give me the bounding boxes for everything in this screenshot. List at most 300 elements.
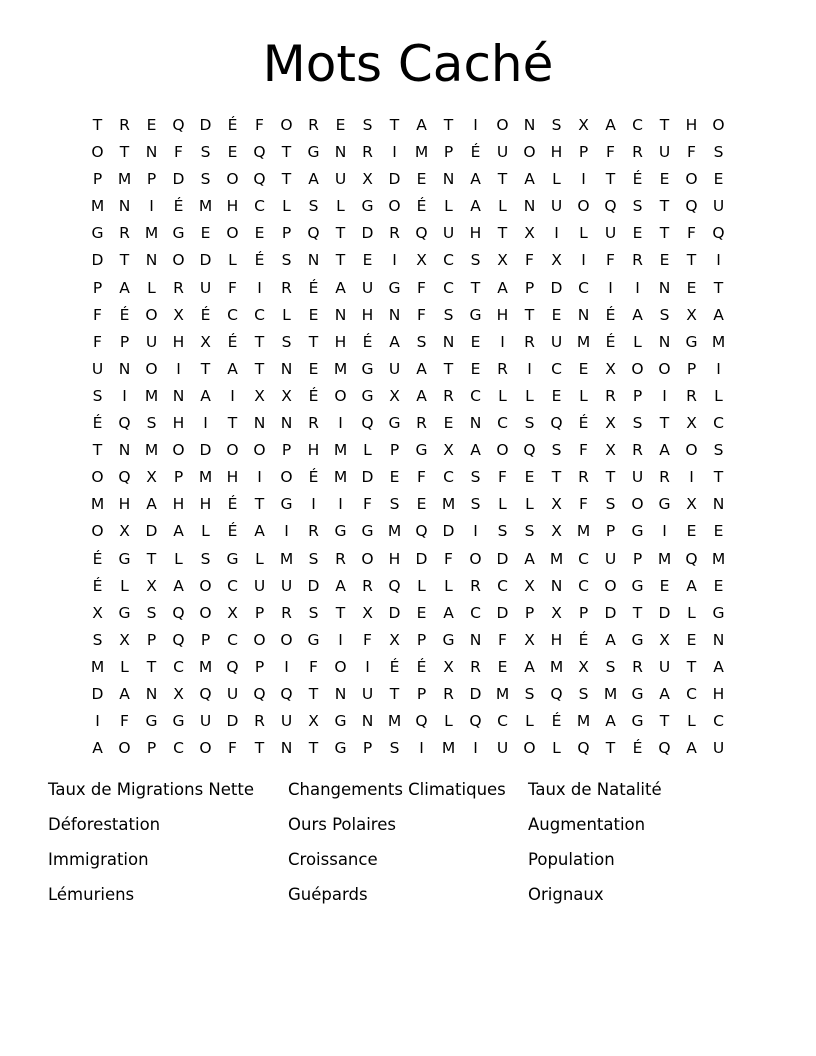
grid-letter: T (335, 224, 346, 243)
grid-letter: O (172, 441, 185, 460)
grid-letter: H (199, 495, 212, 514)
grid-letter: U (712, 197, 725, 216)
grid-letter: S (389, 739, 400, 758)
grid-letter: A (389, 332, 400, 351)
grid-letter: L (633, 332, 642, 351)
grid-letter: T (92, 441, 103, 460)
grid-letter: N (442, 332, 455, 351)
grid-letter: O (280, 630, 293, 649)
grid-letter: O (469, 549, 482, 568)
grid-row (84, 329, 732, 356)
grid-letter: I (419, 739, 424, 758)
grid-letter: O (91, 143, 104, 162)
grid-letter: T (119, 251, 130, 270)
grid-letter: R (578, 468, 589, 487)
grid-letter: T (551, 468, 562, 487)
grid-letter: C (227, 576, 238, 595)
grid-letter: É (92, 549, 103, 568)
grid-letter: N (712, 495, 725, 514)
grid-letter: P (92, 170, 103, 189)
grid-letter: I (473, 739, 478, 758)
grid-letter: G (307, 143, 320, 162)
grid-letter: C (497, 576, 508, 595)
word-list-item: Déforestation (48, 815, 161, 834)
grid-letter: R (362, 576, 373, 595)
grid-letter: L (498, 197, 507, 216)
grid-letter: G (91, 224, 104, 243)
grid-letter: I (122, 386, 127, 405)
grid-letter: F (255, 116, 264, 134)
grid-letter: N (280, 414, 293, 433)
grid-letter: I (500, 332, 505, 351)
grid-letter: D (361, 468, 374, 487)
grid-letter: T (470, 278, 481, 297)
grid-letter: I (365, 657, 370, 676)
grid-letter: R (659, 468, 670, 487)
grid-letter: M (711, 549, 726, 568)
grid-letter: É (632, 170, 643, 189)
grid-letter: Q (550, 414, 563, 433)
grid-letter: X (551, 495, 562, 514)
grid-letter: Q (172, 603, 185, 622)
grid-letter: L (552, 739, 561, 758)
grid-row (84, 410, 732, 437)
grid-letter: H (550, 143, 563, 162)
grid-letter: P (416, 630, 427, 649)
grid-letter: R (335, 549, 346, 568)
grid-letter: X (119, 630, 130, 649)
grid-letter: U (604, 549, 617, 568)
grid-letter: N (172, 386, 185, 405)
grid-letter: S (308, 549, 319, 568)
grid-letter: N (118, 197, 131, 216)
grid-letter: N (523, 197, 536, 216)
grid-letter: G (172, 224, 185, 243)
page-title: Mots Caché (262, 35, 554, 93)
grid-letter: Q (604, 197, 617, 216)
grid-letter: T (281, 143, 292, 162)
grid-letter: T (308, 332, 319, 351)
grid-letter: T (497, 224, 508, 243)
grid-letter: U (604, 224, 617, 243)
grid-letter: U (226, 684, 239, 703)
grid-letter: S (281, 251, 292, 270)
grid-letter: E (497, 657, 508, 676)
grid-letter: L (417, 576, 426, 595)
grid-letter: X (254, 386, 265, 405)
grid-letter: D (91, 251, 104, 270)
grid-letter: A (470, 197, 481, 216)
grid-letter: C (497, 414, 508, 433)
grid-letter: P (416, 684, 427, 703)
grid-letter: X (686, 305, 697, 324)
grid-letter: E (524, 468, 535, 487)
grid-letter: M (198, 197, 213, 216)
grid-letter: L (444, 712, 453, 731)
grid-letter: I (176, 359, 181, 378)
grid-row (84, 139, 732, 166)
grid-letter: D (145, 522, 158, 541)
grid-letter: O (253, 630, 266, 649)
grid-letter: A (119, 684, 130, 703)
grid-letter: L (228, 251, 237, 270)
grid-letter: P (632, 386, 643, 405)
grid-letter: A (605, 712, 616, 731)
grid-letter: U (145, 332, 158, 351)
grid-letter: X (200, 332, 211, 351)
grid-letter: E (416, 495, 427, 514)
grid-letter: D (226, 712, 239, 731)
grid-letter: S (470, 251, 481, 270)
grid-letter: E (686, 630, 697, 649)
grid-letter: T (254, 359, 265, 378)
grid-letter: O (712, 116, 725, 134)
grid-letter: R (308, 116, 319, 134)
grid-row (84, 112, 732, 139)
grid-letter: O (496, 441, 509, 460)
grid-letter: M (387, 712, 402, 731)
grid-letter: S (443, 305, 454, 324)
grid-letter: E (686, 522, 697, 541)
grid-letter: F (120, 712, 129, 731)
grid-letter: O (631, 359, 644, 378)
grid-letter: S (605, 495, 616, 514)
grid-letter: O (388, 197, 401, 216)
grid-letter: C (470, 386, 481, 405)
grid-letter: L (201, 522, 210, 541)
grid-letter: T (146, 657, 157, 676)
grid-letter: R (605, 386, 616, 405)
grid-letter: R (281, 278, 292, 297)
grid-letter: X (443, 441, 454, 460)
grid-letter: N (658, 332, 671, 351)
grid-letter: X (119, 522, 130, 541)
grid-letter: O (496, 116, 509, 134)
grid-letter: Q (280, 684, 293, 703)
grid-letter: L (120, 576, 129, 595)
grid-letter: M (333, 441, 348, 460)
grid-letter: D (361, 224, 374, 243)
grid-letter: F (606, 251, 615, 270)
grid-letter: L (444, 576, 453, 595)
grid-letter: H (388, 549, 401, 568)
word-list-item: Population (528, 850, 615, 869)
grid-letter: H (685, 116, 698, 134)
grid-letter: F (687, 224, 696, 243)
grid-letter: C (686, 684, 697, 703)
grid-letter: A (524, 549, 535, 568)
grid-letter: C (470, 603, 481, 622)
grid-letter: A (416, 359, 427, 378)
grid-letter: M (90, 197, 105, 216)
grid-letter: O (523, 739, 536, 758)
grid-letter: S (497, 522, 508, 541)
grid-letter: G (631, 712, 644, 731)
grid-letter: O (523, 143, 536, 162)
grid-letter: L (579, 224, 588, 243)
grid-letter: R (686, 386, 697, 405)
grid-letter: P (632, 549, 643, 568)
grid-letter: I (338, 630, 343, 649)
grid-letter: T (254, 739, 265, 758)
grid-letter: N (118, 441, 131, 460)
grid-letter: O (226, 224, 239, 243)
grid-letter: H (496, 305, 509, 324)
grid-letter: P (362, 739, 373, 758)
grid-letter: U (442, 224, 455, 243)
grid-letter: M (576, 522, 591, 541)
grid-letter: A (605, 630, 616, 649)
grid-letter: T (443, 359, 454, 378)
grid-letter: N (307, 251, 320, 270)
grid-letter: T (335, 603, 346, 622)
grid-letter: L (687, 603, 696, 622)
grid-letter: H (307, 441, 320, 460)
grid-letter: O (658, 359, 671, 378)
grid-letter: X (497, 251, 508, 270)
grid-letter: L (552, 170, 561, 189)
grid-letter: O (334, 657, 347, 676)
grid-letter: T (659, 224, 670, 243)
grid-letter: N (145, 684, 158, 703)
grid-letter: Q (118, 414, 131, 433)
grid-letter: E (254, 224, 265, 243)
grid-letter: G (631, 522, 644, 541)
grid-letter: L (174, 549, 183, 568)
grid-letter: Q (415, 224, 428, 243)
grid-letter: L (282, 305, 291, 324)
grid-letter: N (577, 305, 590, 324)
grid-letter: G (361, 522, 374, 541)
grid-letter: T (227, 414, 238, 433)
grid-letter: R (470, 576, 481, 595)
grid-letter: X (443, 657, 454, 676)
grid-letter: D (199, 441, 212, 460)
grid-letter: C (551, 359, 562, 378)
grid-letter: X (92, 603, 103, 622)
grid-letter: É (578, 414, 589, 433)
grid-letter: D (388, 170, 401, 189)
grid-letter: É (308, 468, 319, 487)
grid-letter: M (576, 332, 591, 351)
grid-letter: S (524, 522, 535, 541)
grid-letter: U (280, 712, 293, 731)
grid-letter: G (631, 684, 644, 703)
grid-letter: A (686, 576, 697, 595)
grid-letter: T (308, 739, 319, 758)
grid-letter: I (662, 522, 667, 541)
word-list-item: Ours Polaires (288, 815, 396, 834)
grid-letter: X (578, 116, 589, 134)
grid-letter: U (361, 684, 374, 703)
grid-letter: S (578, 684, 589, 703)
grid-letter: M (441, 495, 456, 514)
grid-letter: E (551, 305, 562, 324)
grid-letter: D (496, 603, 509, 622)
grid-letter: É (632, 739, 643, 758)
grid-letter: G (631, 630, 644, 649)
grid-letter: T (605, 170, 616, 189)
grid-letter: I (230, 386, 235, 405)
grid-letter: R (443, 684, 454, 703)
grid-letter: E (335, 116, 346, 134)
grid-letter: X (227, 603, 238, 622)
grid-letter: D (496, 549, 509, 568)
grid-letter: T (659, 116, 670, 134)
grid-letter: U (658, 143, 671, 162)
grid-letter: T (389, 116, 400, 134)
grid-letter: E (659, 576, 670, 595)
grid-letter: S (416, 332, 427, 351)
grid-letter: Q (415, 522, 428, 541)
grid-letter: S (659, 305, 670, 324)
grid-letter: X (146, 576, 157, 595)
grid-row (84, 491, 732, 518)
grid-letter: T (659, 414, 670, 433)
grid-letter: R (173, 278, 184, 297)
grid-letter: É (605, 332, 616, 351)
grid-letter: E (389, 468, 400, 487)
grid-letter: U (199, 278, 212, 297)
grid-letter: Q (307, 224, 320, 243)
grid-letter: A (416, 386, 427, 405)
grid-letter: S (200, 549, 211, 568)
grid-letter: R (362, 143, 373, 162)
grid-letter: S (200, 170, 211, 189)
grid-letter: É (92, 576, 103, 595)
grid-letter: I (554, 224, 559, 243)
grid-letter: I (95, 712, 100, 731)
grid-letter: L (282, 197, 291, 216)
grid-letter: G (388, 414, 401, 433)
grid-letter: T (92, 116, 103, 134)
grid-letter: G (442, 630, 455, 649)
grid-letter: U (199, 712, 212, 731)
grid-letter: Q (577, 739, 590, 758)
grid-letter: M (441, 739, 456, 758)
grid-row (84, 546, 732, 573)
grid-letter: G (145, 712, 158, 731)
grid-letter: H (550, 630, 563, 649)
grid-letter: T (200, 359, 211, 378)
grid-letter: F (525, 251, 534, 270)
grid-letter: F (363, 495, 372, 514)
grid-letter: É (173, 197, 184, 216)
grid-letter: M (279, 549, 294, 568)
grid-letter: T (713, 468, 724, 487)
grid-letter: D (388, 603, 401, 622)
grid-row (84, 573, 732, 600)
grid-letter: S (713, 143, 724, 162)
word-list-item: Immigration (48, 850, 149, 869)
grid-letter: U (712, 739, 725, 758)
grid-letter: S (92, 386, 103, 405)
grid-letter: C (254, 305, 265, 324)
grid-letter: I (149, 197, 154, 216)
grid-letter: A (605, 116, 616, 134)
grid-letter: É (227, 495, 238, 514)
grid-letter: S (308, 197, 319, 216)
grid-letter: H (334, 332, 347, 351)
grid-letter: I (716, 251, 721, 270)
grid-letter: X (362, 603, 373, 622)
grid-row (84, 464, 732, 491)
grid-letter: R (632, 441, 643, 460)
grid-letter: M (144, 386, 159, 405)
grid-letter: C (227, 305, 238, 324)
grid-letter: N (388, 305, 401, 324)
grid-letter: I (662, 386, 667, 405)
grid-letter: E (362, 251, 373, 270)
grid-letter: G (631, 576, 644, 595)
grid-letter: T (659, 712, 670, 731)
grid-letter: E (308, 359, 319, 378)
grid-letter: É (362, 332, 373, 351)
grid-letter: É (308, 278, 319, 297)
grid-letter: O (577, 197, 590, 216)
grid-letter: A (146, 495, 157, 514)
grid-letter: I (473, 522, 478, 541)
grid-letter: A (659, 441, 670, 460)
grid-letter: F (687, 143, 696, 162)
grid-letter: É (227, 116, 238, 134)
grid-letter: F (579, 441, 588, 460)
grid-letter: P (578, 603, 589, 622)
grid-letter: D (469, 684, 482, 703)
grid-letter: X (389, 630, 400, 649)
grid-letter: C (578, 278, 589, 297)
grid-letter: T (308, 684, 319, 703)
grid-letter: E (416, 170, 427, 189)
grid-letter: C (578, 576, 589, 595)
grid-letter: F (93, 305, 102, 324)
grid-letter: I (203, 414, 208, 433)
grid-letter: X (686, 414, 697, 433)
grid-letter: N (280, 359, 293, 378)
grid-letter: Q (550, 684, 563, 703)
grid-letter: É (254, 251, 265, 270)
grid-letter: É (470, 143, 481, 162)
grid-letter: A (335, 576, 346, 595)
grid-letter: C (443, 251, 454, 270)
grid-letter: N (253, 414, 266, 433)
grid-letter: I (257, 468, 262, 487)
grid-letter: R (416, 414, 427, 433)
grid-letter: P (146, 739, 157, 758)
grid-letter: S (551, 116, 562, 134)
grid-letter: X (578, 657, 589, 676)
grid-letter: X (524, 630, 535, 649)
grid-letter: Q (712, 224, 725, 243)
grid-letter: T (497, 170, 508, 189)
grid-letter: U (361, 278, 374, 297)
grid-letter: L (687, 712, 696, 731)
grid-letter: Q (469, 712, 482, 731)
grid-letter: T (605, 468, 616, 487)
grid-letter: S (146, 414, 157, 433)
grid-letter: A (335, 278, 346, 297)
grid-letter: L (498, 386, 507, 405)
grid-letter: D (172, 170, 185, 189)
grid-letter: F (228, 739, 237, 758)
grid-letter: D (658, 603, 671, 622)
grid-letter: I (716, 359, 721, 378)
grid-letter: I (284, 657, 289, 676)
grid-letter: S (605, 657, 616, 676)
grid-letter: A (92, 739, 103, 758)
grid-letter: F (174, 143, 183, 162)
grid-letter: X (551, 251, 562, 270)
